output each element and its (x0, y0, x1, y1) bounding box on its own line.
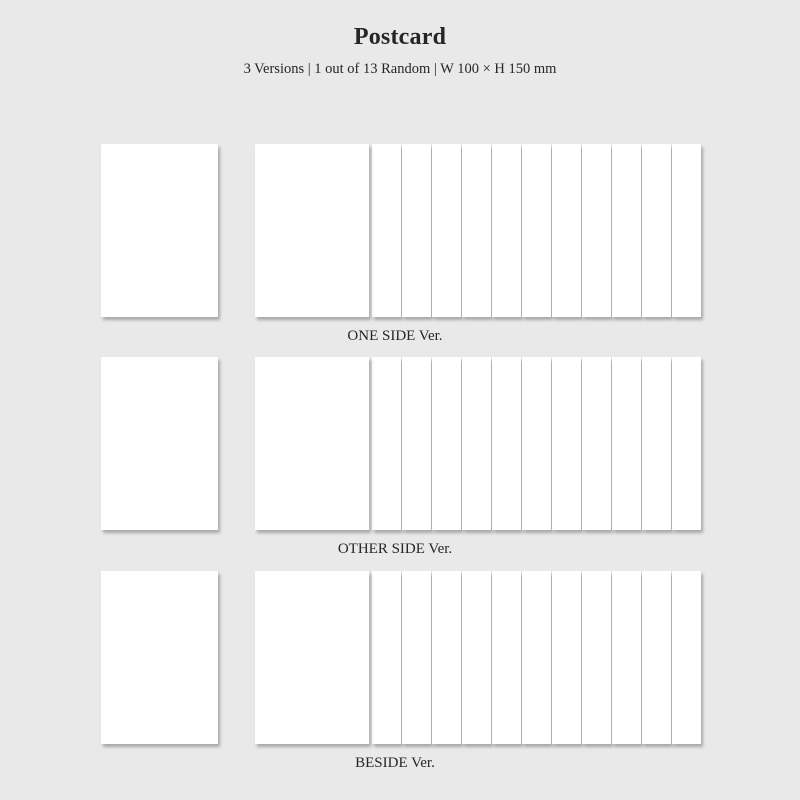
postcard-stack-card (402, 571, 431, 744)
postcard-stack-card (402, 144, 431, 317)
postcard-stack-card (372, 144, 401, 317)
postcard-stack-card (402, 357, 431, 530)
postcard-stack-card (372, 571, 401, 744)
postcard-front-image (101, 357, 218, 530)
postcard-stack-card (552, 571, 581, 744)
postcard-stack-card (372, 357, 401, 530)
postcard-stack-card (642, 144, 671, 317)
postcard-stack-card (492, 571, 521, 744)
postcard-stack-card (642, 571, 671, 744)
postcard-stack-card (432, 144, 461, 317)
postcard-stack-card (432, 571, 461, 744)
postcard-stack-card (672, 144, 701, 317)
page-title: Postcard (353, 24, 447, 50)
postcard-front-image (101, 144, 218, 317)
version-row-one-side (0, 144, 800, 344)
postcard-stack-card (582, 571, 611, 744)
postcard-stack-card (672, 357, 701, 530)
postcard-stack-card (552, 357, 581, 530)
postcard-stack-card (462, 571, 491, 744)
postcard-stack-card (522, 571, 551, 744)
postcard-stack-front (255, 144, 369, 317)
version-row-beside (0, 571, 800, 771)
postcard-stack-card (672, 571, 701, 744)
postcard-stack-front (255, 571, 369, 744)
postcard-stack-card (492, 144, 521, 317)
postcard-stack-card (612, 357, 641, 530)
version-row-other-side (0, 357, 800, 557)
postcard-stack-card (522, 357, 551, 530)
postcard-stack-card (462, 357, 491, 530)
postcard-stack-card (612, 144, 641, 317)
version-label: ONE SIDE Ver. (347, 328, 443, 344)
postcard-stack-card (522, 144, 551, 317)
postcard-stack-card (492, 357, 521, 530)
postcard-stack-card (582, 144, 611, 317)
version-label: BESIDE Ver. (355, 755, 435, 771)
postcard-stack-card (432, 357, 461, 530)
postcard-stack-card (552, 144, 581, 317)
postcard-stack-front (255, 357, 369, 530)
version-label: OTHER SIDE Ver. (337, 541, 453, 557)
postcard-front-image (101, 571, 218, 744)
page-subtitle: 3 Versions | 1 out of 13 Random | W 100 × H 150 mm (243, 61, 557, 77)
postcard-stack-card (582, 357, 611, 530)
postcard-stack-card (642, 357, 671, 530)
postcard-stack-card (462, 144, 491, 317)
postcard-stack-card (612, 571, 641, 744)
